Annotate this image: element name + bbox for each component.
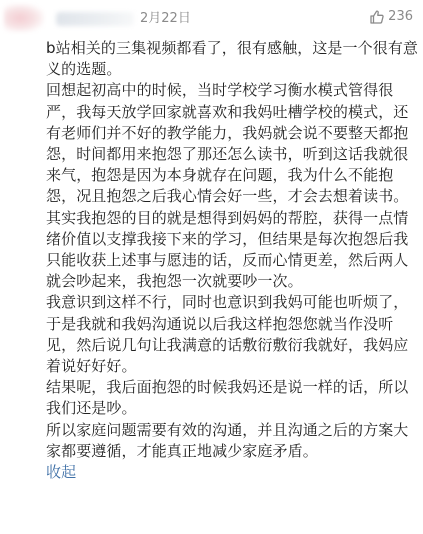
like-button[interactable] <box>369 8 413 26</box>
comment-paragraph: 所以家庭问题需要有效的沟通，并且沟通之后的方案大家都要遵循，才能真正地减少家庭矛盾。 <box>46 420 409 460</box>
comment-paragraph: 我意识到这样不行，同时也意识到我妈可能也听烦了，于是我就和我妈沟通说以后我这样抱怨您就当作没听见，然后说几句让我满意的话敷衍敷衍我就好，我妈应着说好好好。 <box>46 293 409 376</box>
collapse-link[interactable]: 收起 <box>46 463 77 482</box>
avatar[interactable] <box>4 4 44 32</box>
comment-paragraph: 回想起初高中的时候，当时学校学习衡水模式管得很严，我每天放学回家就喜欢和我妈吐槽学校的模式，还有老师们并不好的教学能力，我妈就会说不要整天都抱怨，时间都用来抱怨了那还怎么读书，听到这话我就很来气，抱怨是因为本身就存在问题，我为什么不能抱怨，况且抱怨之后我心情会好一些，才会去想着读书。 <box>46 81 409 206</box>
comment-paragraph: 结果呢，我后面抱怨的时候我妈还是说一样的话，所以我们还是吵。 <box>46 378 409 418</box>
like-count: 236 <box>388 9 413 24</box>
username[interactable] <box>56 12 134 26</box>
comment-date: 2月22日 <box>140 11 191 26</box>
comment-body <box>46 38 419 483</box>
comment-header <box>0 0 423 36</box>
thumbs-up-icon <box>369 9 385 25</box>
comment-paragraph: b站相关的三集视频都看了，很有感触，这是一个很有意义的选题。 <box>46 39 419 79</box>
comment-paragraph: 其实我抱怨的目的就是想得到妈妈的帮腔，获得一点情绪价值以支撑我接下来的学习，但结果是每次抱怨后我只能收获上述事与愿违的话，反而心情更差，然后两人就会吵起来，我抱怨一次就要吵一次。 <box>46 208 409 291</box>
